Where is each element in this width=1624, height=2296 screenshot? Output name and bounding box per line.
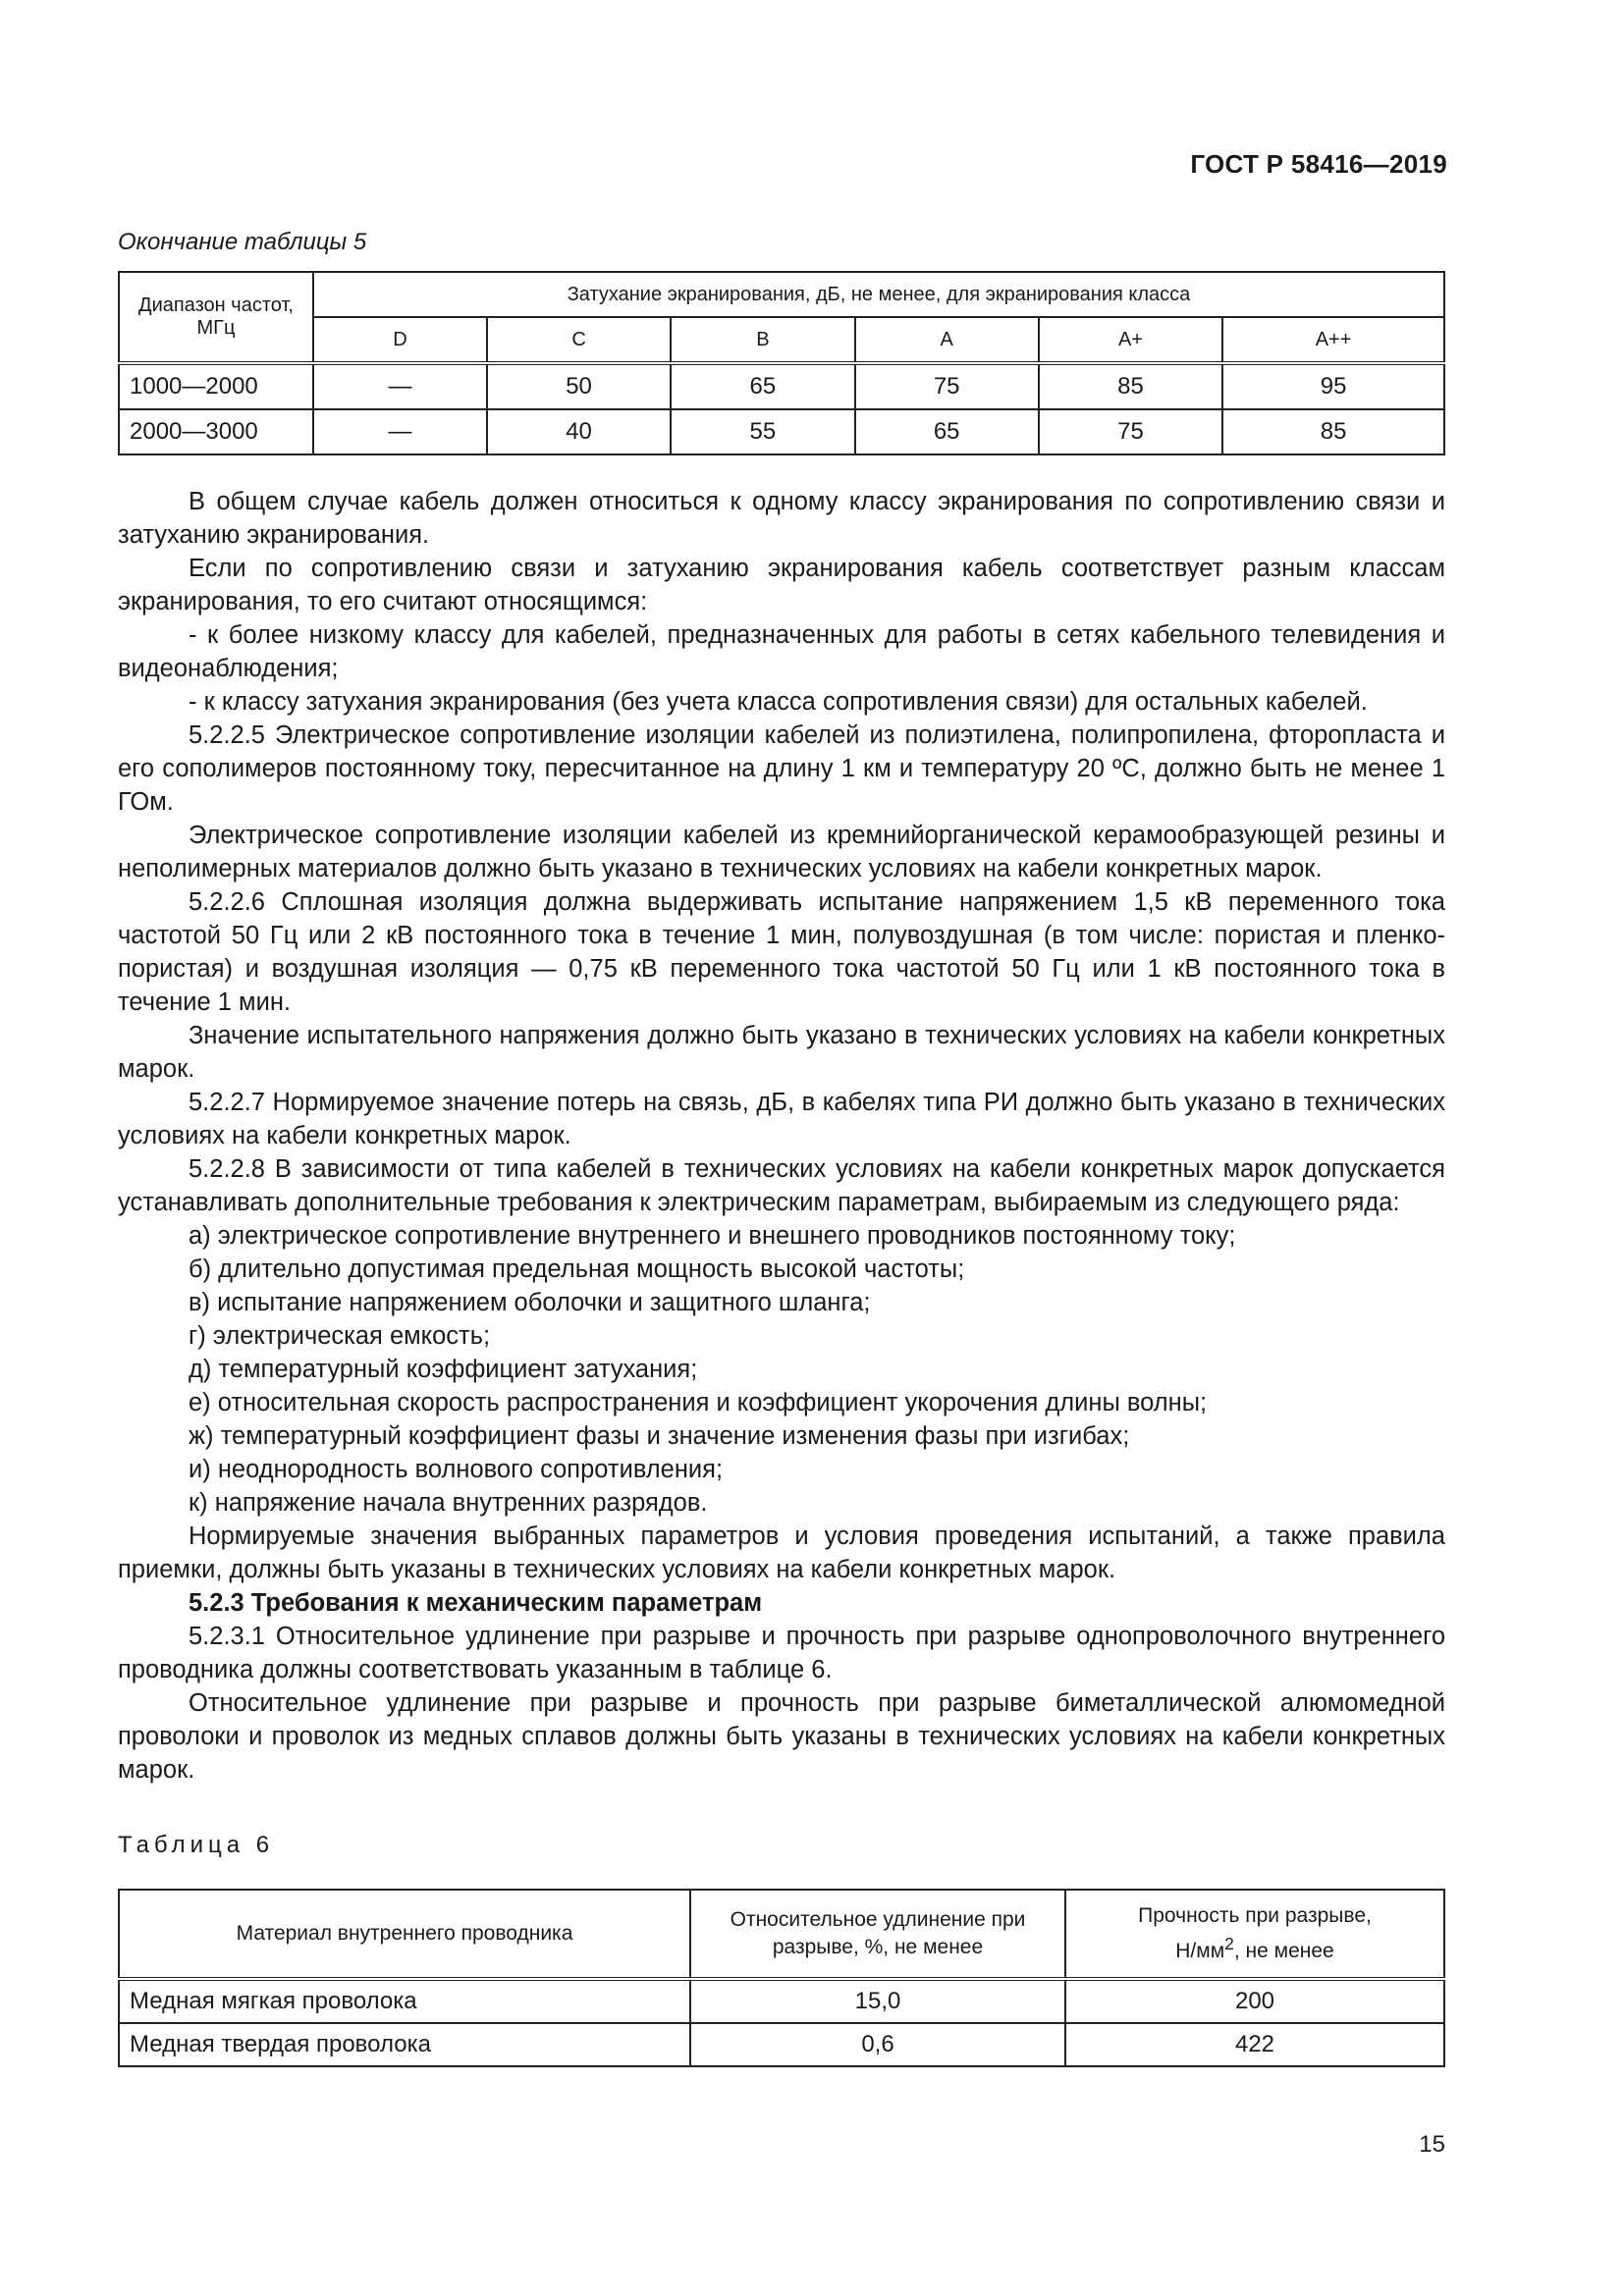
table6-strength-cell: 200 bbox=[1065, 1979, 1444, 2023]
table5-class-header: A+ bbox=[1039, 317, 1222, 363]
table6-material-header: Материал внутреннего проводника bbox=[119, 1890, 690, 1979]
paragraph: 5.2.2.8 В зависимости от типа кабелей в технических условиях на кабели конкретных марок допускается устанавливать дополнительные требования к электрическим параметрам, выбираемым из следующего ряда: bbox=[118, 1155, 1445, 1216]
table5-value-cell: 95 bbox=[1222, 363, 1444, 409]
table5-value-cell: 85 bbox=[1039, 363, 1222, 409]
table5-class-header: A++ bbox=[1222, 317, 1444, 363]
list-item: б) длительно допустимая предельная мощность высокой частоты; bbox=[189, 1255, 965, 1283]
table6-caption: Таблица 6 bbox=[118, 1832, 275, 1858]
paragraph: 5.2.2.6 Сплошная изоляция должна выдерживать испытание напряжением 1,5 кВ переменного тока частотой 50 Гц или 2 кВ постоянного тока в течение 1 мин, полувоздушная (в том числе: пористая и пленко-пористая) и воздушная изоляция — 0,75 кВ переменного тока частотой 50 Гц или 1 кВ постоянного тока в течение 1 мин. bbox=[118, 888, 1445, 1016]
paragraph: Относительное удлинение при разрыве и прочность при разрыве биметаллической алюмомедной проволоки и проволок из медных сплавов должны быть указаны в технических условиях на кабели конкретных марок. bbox=[118, 1689, 1445, 1784]
paragraph: 5.2.3.1 Относительное удлинение при разрыве и прочность при разрыве однопроволочного внутреннего проводника должны соответствовать указанным в таблице 6. bbox=[118, 1623, 1445, 1683]
section-heading: 5.2.3 Требования к механическим параметрам bbox=[189, 1589, 763, 1617]
table-row bbox=[119, 363, 1444, 409]
table6-elongation-cell: 0,6 bbox=[690, 2023, 1065, 2066]
page-number: 15 bbox=[1419, 2131, 1445, 2158]
paragraph: В общем случае кабель должен относиться к одному классу экранирования по сопротивлению связи и затуханию экранирования. bbox=[118, 488, 1445, 549]
strength-header-suffix: , не менее bbox=[1233, 1940, 1334, 1962]
table5-col-freq-header: Диапазон частот, МГц bbox=[119, 272, 313, 363]
strength-header-unit: Н/мм bbox=[1175, 1940, 1225, 1962]
table5-value-cell: — bbox=[313, 363, 487, 409]
table-row bbox=[119, 409, 1444, 454]
table5-class-header: A bbox=[855, 317, 1039, 363]
list-item: к) напряжение начала внутренних разрядов. bbox=[189, 1489, 708, 1517]
table6-strength-header bbox=[1065, 1890, 1444, 1979]
paragraph: - к более низкому классу для кабелей, предназначенных для работы в сетях кабельного телевидения и видеонаблюдения; bbox=[118, 621, 1445, 682]
table6-material-cell: Медная твердая проволока bbox=[119, 2023, 690, 2066]
paragraph: Электрическое сопротивление изоляции кабелей из кремнийорганической керамообразующей резины и неполимерных материалов должно быть указано в технических условиях на кабели конкретных марок. bbox=[118, 822, 1445, 882]
strength-header-prefix: Прочность при разрыве, bbox=[1138, 1904, 1372, 1927]
list-item: а) электрическое сопротивление внутреннего и внешнего проводников постоянному току; bbox=[189, 1222, 1236, 1250]
table6-strength-cell: 422 bbox=[1065, 2023, 1444, 2066]
table5-class-header: D bbox=[313, 317, 487, 363]
list-item: д) температурный коэффициент затухания; bbox=[189, 1356, 698, 1383]
table5-class-header: C bbox=[487, 317, 671, 363]
paragraph: Если по сопротивлению связи и затуханию экранирования кабель соответствует разным классам экранирования, то его считают относящимся: bbox=[118, 555, 1445, 615]
table5-value-cell: 65 bbox=[855, 409, 1039, 454]
standard-id: ГОСТ Р 58416—2019 bbox=[1190, 149, 1447, 179]
table5-class-header: B bbox=[671, 317, 854, 363]
strength-header-exp: 2 bbox=[1224, 1934, 1234, 1953]
list-item: и) неоднородность волнового сопротивления; bbox=[189, 1456, 724, 1483]
table5-value-cell: — bbox=[313, 409, 487, 454]
paragraph: Значение испытательного напряжения должно быть указано в технических условиях на кабели конкретных марок. bbox=[118, 1022, 1445, 1083]
table5 bbox=[118, 271, 1445, 455]
list-item: е) относительная скорость распространения и коэффициент укорочения длины волны; bbox=[189, 1389, 1208, 1416]
paragraph: Нормируемые значения выбранных параметров и условия проведения испытаний, а также правила приемки, должны быть указаны в технических условиях на кабели конкретных марок. bbox=[118, 1522, 1445, 1583]
table5-range-cell: 2000—3000 bbox=[119, 409, 313, 454]
table6-elongation-header: Относительное удлинение при разрыве, %, не менее bbox=[690, 1890, 1065, 1979]
table5-value-cell: 75 bbox=[855, 363, 1039, 409]
list-item: ж) температурный коэффициент фазы и значение изменения фазы при изгибах; bbox=[189, 1422, 1130, 1450]
table6-elongation-cell: 15,0 bbox=[690, 1979, 1065, 2023]
body-text bbox=[118, 485, 1445, 1787]
table5-value-cell: 75 bbox=[1039, 409, 1222, 454]
paragraph: 5.2.2.7 Нормируемое значение потерь на связь, дБ, в кабелях типа РИ должно быть указано в технических условиях на кабели конкретных марок. bbox=[118, 1089, 1445, 1149]
paragraph: - к классу затухания экранирования (без учета класса сопротивления связи) для остальных кабелей. bbox=[189, 688, 1368, 716]
table-row bbox=[119, 2023, 1444, 2066]
table5-value-cell: 40 bbox=[487, 409, 671, 454]
table6-material-cell: Медная мягкая проволока bbox=[119, 1979, 690, 2023]
table5-value-cell: 65 bbox=[671, 363, 854, 409]
table-row bbox=[119, 1979, 1444, 2023]
table5-value-cell: 85 bbox=[1222, 409, 1444, 454]
table5-value-cell: 50 bbox=[487, 363, 671, 409]
table6 bbox=[118, 1889, 1445, 2067]
table5-caption: Окончание таблицы 5 bbox=[118, 229, 367, 255]
list-item: г) электрическая емкость; bbox=[189, 1322, 491, 1350]
paragraph: 5.2.2.5 Электрическое сопротивление изоляции кабелей из полиэтилена, полипропилена, фторопласта и его сополимеров постоянному току, пересчитанное на длину 1 км и температуру 20 ºС, должно быть не менее 1 ГОм. bbox=[118, 721, 1445, 816]
table5-range-cell: 1000—2000 bbox=[119, 363, 313, 409]
table5-value-cell: 55 bbox=[671, 409, 854, 454]
table5-group-header: Затухание экранирования, дБ, не менее, для экранирования класса bbox=[313, 272, 1444, 317]
list-item: в) испытание напряжением оболочки и защитного шланга; bbox=[189, 1289, 871, 1316]
